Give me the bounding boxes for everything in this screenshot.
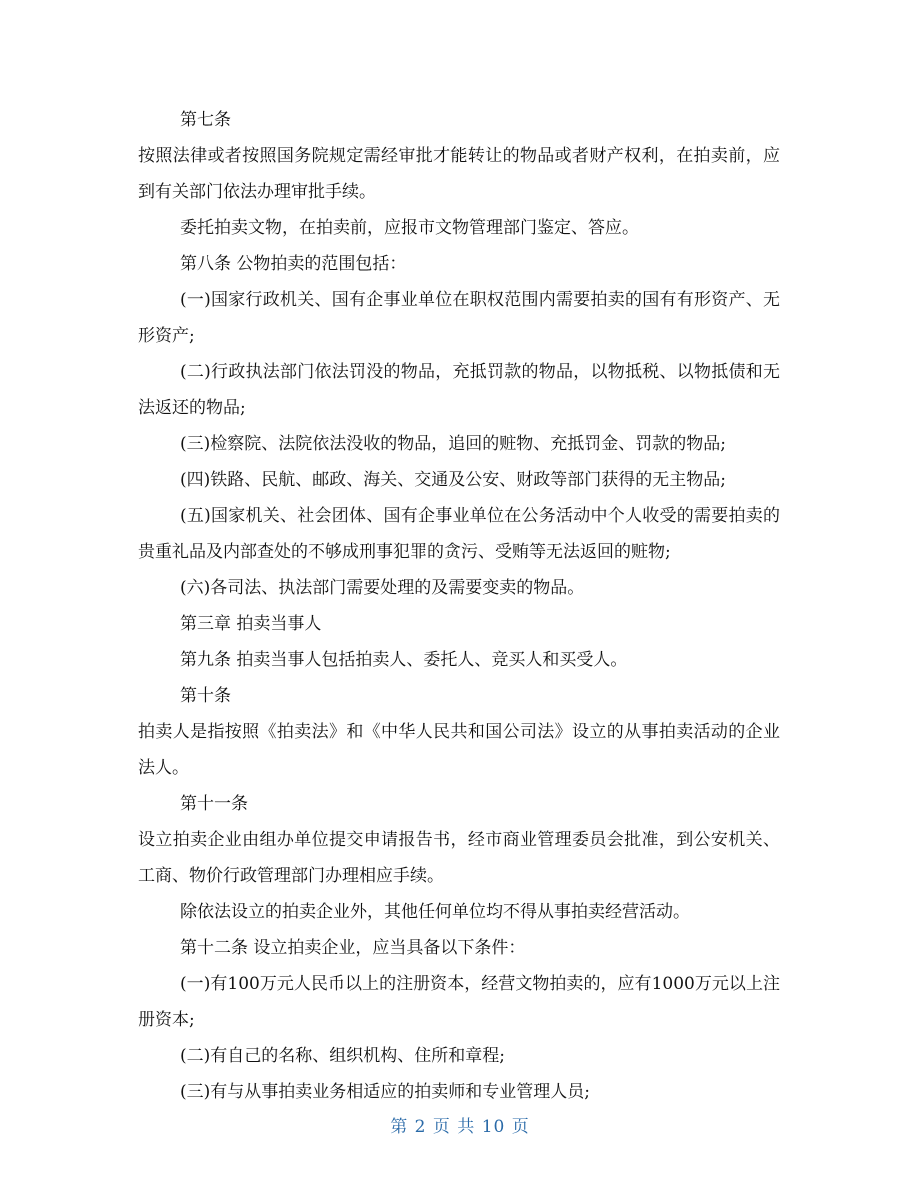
article-8-heading: 第八条 公物拍卖的范围包括：	[180, 254, 407, 274]
article-11-restriction: 除依法设立的拍卖企业外，其他任何单位均不得从事拍卖经营活动。	[180, 902, 690, 922]
article-7-heading: 第七条	[180, 110, 231, 130]
chapter-3-heading: 第三章 拍卖当事人	[180, 614, 322, 634]
article-8-item-4: (四)铁路、民航、邮政、海关、交通及公安、财政等部门获得的无主物品;	[180, 470, 726, 490]
article-8-item-1: (一)国家行政机关、国有企事业单位在职权范围内需要拍卖的国有有形资产、无形资产;	[138, 290, 780, 346]
article-12-heading: 第十二条 设立拍卖企业，应当具备以下条件：	[180, 938, 526, 958]
article-11-text: 设立拍卖企业由组办单位提交申请报告书，经市商业管理委员会批准，到公安机关、工商、物价行政管理部门办理相应手续。	[138, 830, 780, 886]
cultural-relics-clause: 委托拍卖文物，在拍卖前，应报市文物管理部门鉴定、答应。	[180, 218, 639, 238]
page-number-footer: 第 2 页 共 10 页	[390, 1117, 530, 1137]
article-12-item-2: (二)有自己的名称、组织机构、住所和章程;	[180, 1046, 505, 1066]
article-8-item-5: (五)国家机关、社会团体、国有企事业单位在公务活动中个人收受的需要拍卖的贵重礼品及内部查处的不够成刑事犯罪的贪污、受贿等无法返回的赃物;	[138, 506, 780, 562]
article-9-text: 第九条 拍卖当事人包括拍卖人、委托人、竞买人和买受人。	[180, 650, 628, 670]
article-12-item-3: (三)有与从事拍卖业务相适应的拍卖师和专业管理人员;	[180, 1082, 590, 1102]
article-10-heading: 第十条	[180, 686, 231, 706]
article-10-text: 拍卖人是指按照《拍卖法》和《中华人民共和国公司法》设立的从事拍卖活动的企业法人。	[138, 722, 780, 778]
article-8-item-3: (三)检察院、法院依法没收的物品，追回的赃物、充抵罚金、罚款的物品;	[180, 434, 726, 454]
article-12-item-1: (一)有100万元人民币以上的注册资本，经营文物拍卖的，应有1000万元以上注册资本;	[138, 974, 780, 1030]
article-8-item-2: (二)行政执法部门依法罚没的物品，充抵罚款的物品，以物抵税、以物抵债和无法返还的物品;	[138, 362, 780, 418]
article-7-text: 按照法律或者按照国务院规定需经审批才能转让的物品或者财产权利，在拍卖前，应到有关部门依法办理审批手续。	[138, 146, 780, 202]
article-8-item-6: (六)各司法、执法部门需要处理的及需要变卖的物品。	[180, 578, 585, 598]
article-11-heading: 第十一条	[180, 794, 248, 814]
document-body	[138, 102, 780, 1110]
